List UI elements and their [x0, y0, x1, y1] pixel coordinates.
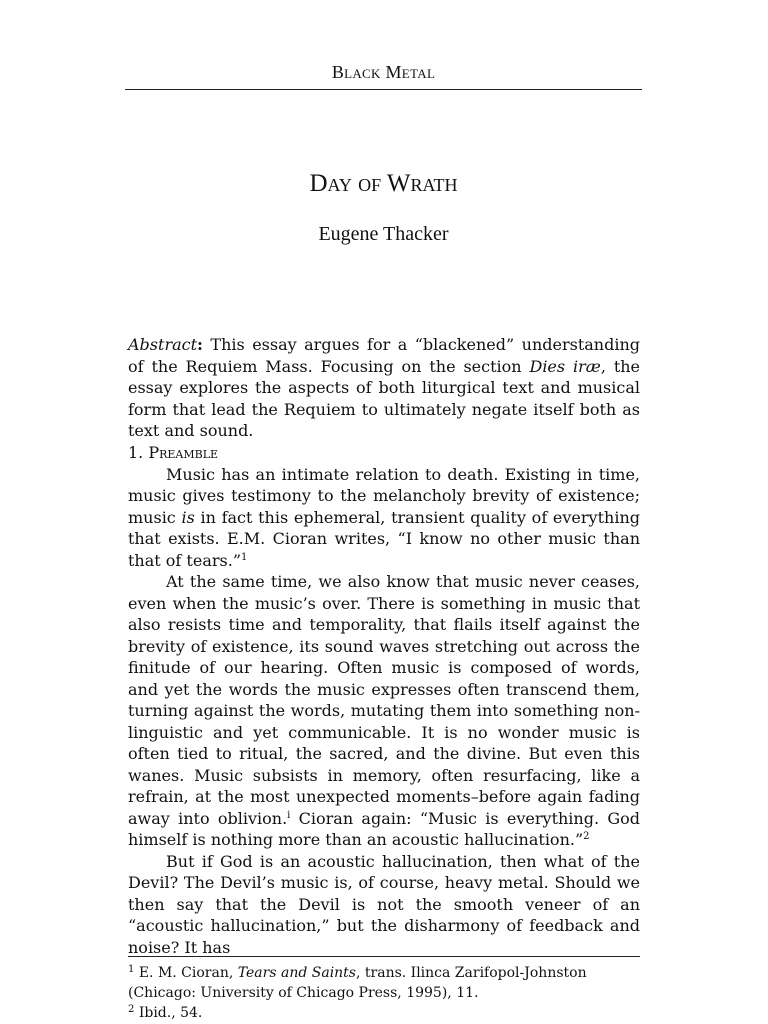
- section-number: 1.: [128, 443, 149, 462]
- footnote-1-italic: Tears and Saints: [237, 965, 356, 981]
- section-preamble: [128, 442, 640, 958]
- abstract-italic-term: Dies iræ: [529, 356, 601, 376]
- footnote-rule: [128, 956, 640, 957]
- section-heading: [128, 442, 640, 464]
- footnote-ref-2[interactable]: 2: [583, 831, 590, 842]
- abstract: [128, 334, 640, 442]
- footnote-ref-1[interactable]: 1: [241, 551, 248, 563]
- p2-text-2: Cioran again: “Music is everything. God himself is nothing more than an acoustic hallucination.”: [128, 808, 641, 849]
- header-rule: [125, 89, 642, 90]
- footnote-2-text: Ibid., 54.: [134, 1005, 203, 1021]
- footnote-2: [128, 1003, 640, 1023]
- author-name: Eugene Thacker: [318, 223, 449, 245]
- paragraph-3: But if God is an acoustic hallucination, then what of the Devil? The Devil’s music is, of course, heavy metal. Should we then say that the Devil is not the smooth veneer of an “acoustic hallucination,” but the disharmony of feedback and noise? It has: [128, 851, 640, 957]
- footnotes: [128, 963, 640, 1023]
- footnote-1-number: 1: [128, 964, 135, 975]
- p1-text-1: Music has an intimate relation to death. Existing in time, music gives testimony to the melancholy brevity of existence; music: [128, 464, 640, 527]
- article-title: Day of Wrath: [309, 170, 458, 197]
- p1-text-2: in fact this ephemeral, transient quality of everything that exists. E.M. Cioran writes, “I know no other music than that of tears.”: [128, 507, 640, 570]
- running-head: Black Metal: [331, 62, 436, 82]
- footnote-1-text-before: E. M. Cioran,: [134, 965, 238, 981]
- footnote-1: [128, 963, 640, 1003]
- footnote-1-text-after: , trans. Ilinca Zarifopol-Johnston (Chicago: University of Chicago Press, 1995), 11.: [128, 965, 587, 1001]
- endnote-mark-i: i: [287, 809, 291, 821]
- p2-text-1: At the same time, we also know that music never ceases, even when the music’s over. There is something in music that also resists time and temporality, that flails itself against the brevity of existence, its sound waves stretching out across the finitude of our hearing. Often music is composed of words, and yet the words the music expresses often transcend them, turning against the words, mutating them into something non-linguistic and yet communicable. It is no wonder music is often tied to ritual, the sacred, and the divine. But even this wanes. Music subsists in memory, often resurfacing, like a refrain, at the most unexpected moments–before again fading away into oblivion.: [128, 572, 640, 828]
- abstract-text-1: This essay argues for a “blackened” understanding of the Requiem Mass. Focusing on the section: [128, 335, 640, 376]
- p1-italic: is: [181, 507, 195, 527]
- abstract-label: Abstract: [128, 335, 198, 354]
- footnote-2-number: 2: [128, 1004, 135, 1015]
- paragraph-2: [128, 571, 640, 851]
- abstract-text-2: , the essay explores the aspects of both liturgical text and musical form that lead the Requiem to ultimately negate itself both as text and sound.: [128, 356, 641, 440]
- abstract-colon: :: [197, 335, 203, 354]
- paragraph-1: [128, 464, 640, 572]
- section-title: Preamble: [148, 443, 219, 462]
